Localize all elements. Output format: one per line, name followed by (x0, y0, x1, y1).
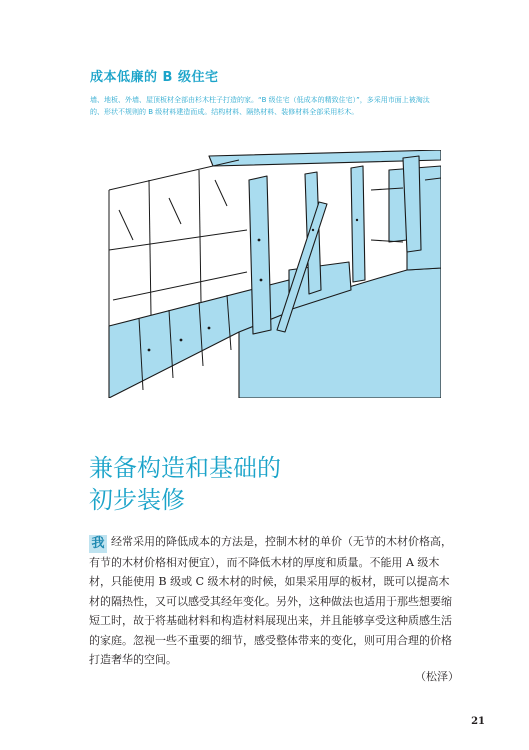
body-paragraph: 经常采用的降低成本的方法是，控制木材的单价（无节的木材价格高，有节的木材价格相对便宜），而不降低木材的厚度和质量。不能用 A 级木材，只能使用 B 级或 C 级木材的时候，如果采用厚的板材，既可以提高木材的隔热性，又可以感受其经年变化。另外，这种做法也适用于那些想要缩短工时，故于将基础材料和构造材料展现出来，并且能够享受这种质感生活的家庭。忽视一些不重要的细节，感受整体带来的变化，则可用合理的价格打造奢华的空间。 (89, 535, 452, 667)
window-line (109, 160, 239, 190)
nail-dot (356, 219, 358, 221)
nail-dot (208, 327, 211, 330)
right-post-2 (351, 166, 365, 282)
window-hatch (119, 210, 133, 240)
intro-caption: 墙、地板、外墙、屋顶板材全部由杉木柱子打造的家。“B 级住宅（低成本的精致住宅）”，多采用市面上被淘汰的、形状不规则的 B 级材料建造而成。结构材料、隔热材料、装修材料全部采用杉木。 (90, 96, 430, 116)
center-post (249, 176, 271, 334)
article-body (89, 532, 459, 669)
room-interior-illustration (89, 150, 441, 398)
page-number: 21 (471, 716, 485, 727)
author-credit: （松泽） (415, 670, 459, 683)
drop-cap: 我 (89, 535, 107, 553)
window-line (149, 180, 151, 315)
article-heading (89, 452, 281, 516)
window-hatch (215, 180, 227, 206)
nail-dot (180, 339, 183, 342)
nail-dot (312, 229, 314, 231)
nail-dot (258, 239, 261, 242)
nail-dot (260, 279, 263, 282)
heading-line-2: 初步装修 (89, 486, 185, 514)
heading-line-1: 兼备构造和基础的 (89, 454, 281, 482)
nail-dot (148, 349, 151, 352)
window-hatch (169, 198, 181, 224)
section-title: 成本低廉的 B 级住宅 (90, 70, 219, 85)
